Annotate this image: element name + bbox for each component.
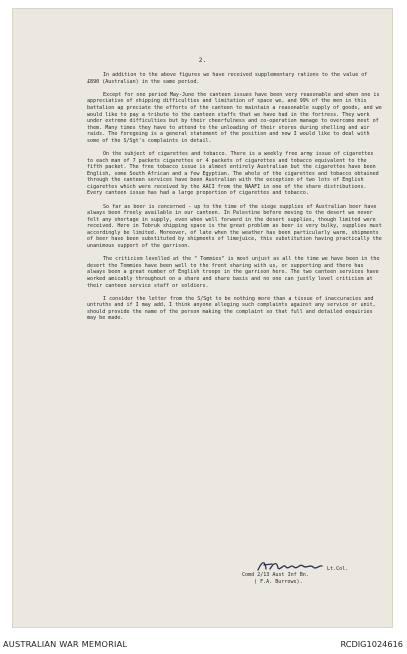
signatory-command: Comd 2/13 Aust Inf Bn. <box>242 572 309 578</box>
signatory-rank: Lt.Col. <box>327 566 349 572</box>
paragraph-canteen-issues: Except for one period May-June the canteen issues have been very reasonable and when one is appreciative of shipping difficulties and limitation of space we, and 99% of the men in this battalion ap preciate the efforts of the canteen to maintain a reasonable supply of goods, and we would like to pay a tribute to the canteen staffs that we have had in the fortress. They work under extreme difficulties but by their cheerfulness and co-operation manage to overcome most of them. Many times they have to attend to the unloading of their stores during shelling and air raids. The foregoing is a general statement of the position and now I would like to deal with some of the S/Sgt's complaints in detail. <box>87 91 382 144</box>
archive-footer <box>0 636 407 654</box>
handwritten-signature <box>256 559 336 573</box>
signature-block <box>242 559 377 609</box>
paragraph-beer-supply: So far as beer is concerned - up to the time of the siege supplies of Australian beer have always been freely available in our canteen. In Palestine before moving to the desert we never felt any shortage in supply, even when well forward in the desert supplies, though limited were received. Here in Tobruk shipping space is the great problem as beer is very bulky, supplies must accordingly be limited. Moreover, of late when the weather has been particularly warm, shipments of beer have been substituted by shipments of limejuice, this substitution having practically the unanimous support of the garrison. <box>87 203 382 249</box>
document-page <box>12 8 393 628</box>
page-number: 2. <box>198 57 207 64</box>
signatory-name: ( F.A. Burrows). <box>254 579 303 585</box>
paragraph-tommies-criticism: The criticism levelled at the " Tommies" is most unjust as all the time we have been in the desert the Tommies have been well to the front sharing with us, or supporting and there has always been a great number of English troops in the garrison here. The two canteen services have worked amicably throughout on a share and share basis and no one can justly level criticism at their canteen service staff or soldiers. <box>87 256 380 289</box>
record-id: RCDIG1024616 <box>340 639 403 649</box>
paragraph-conclusion: I consider the letter from the S/Sgt to be nothing more than a tissue of inaccuracies and untruths and if I may add, I think anyone alleging such complaints against any service or unit, should provide the name of the person making the complaint so that full and detailed enquiries may be made. <box>87 295 376 322</box>
paragraph-cigarettes-tobacco: On the subject of cigarettes and tobacco. There is a weekly free army issue of cigarettes to each man of 7 packets cigarettes or 4 packets of cigarettes and tobacco equivalent to the fifth packet. The free tobacco issue is almost entirely Australian but the cigarettes have been English, some South African and a few Egyptian. The whole of the cigarettes and tobacco obtained through the canteen services have been Australian with the exception of two lots of English cigarettes which were received by the AACI from the NAAFI in one of the share distributions. Every canteen issue has had a large proportion of cigarettes and tobacco. <box>87 151 379 197</box>
paragraph-supplementary-rations: In addition to the above figures we have received supplementary rations to the value of £890 (Australian) in the same period. <box>87 72 368 85</box>
letter-body <box>87 72 382 329</box>
archive-name: AUSTRALIAN WAR MEMORIAL <box>3 639 128 649</box>
